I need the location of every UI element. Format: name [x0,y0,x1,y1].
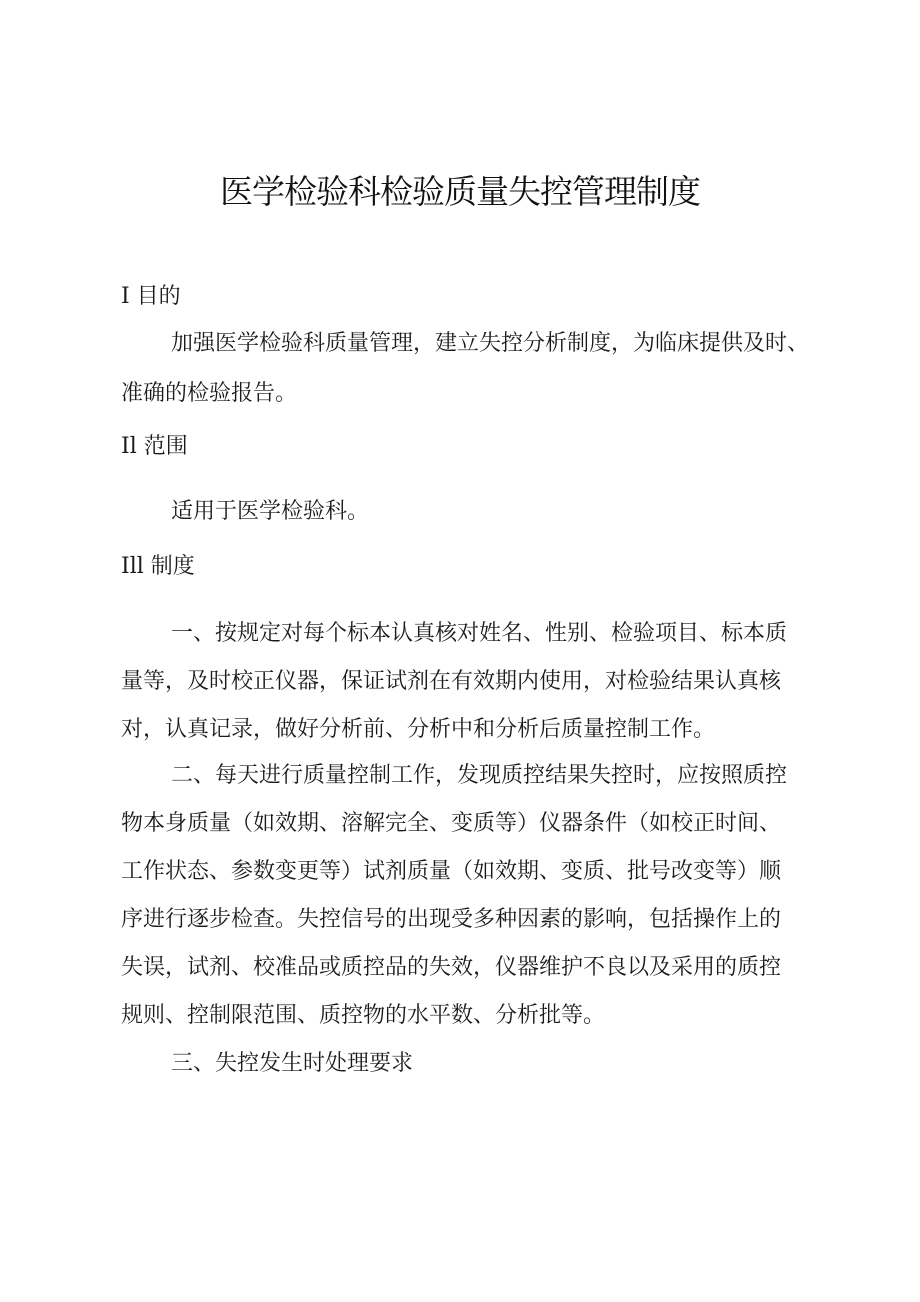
paragraph-line: 对，认真记录，做好分析前、分析中和分析后质量控制工作。 [121,717,716,742]
paragraph-line: 适用于医学检验科。 [171,499,370,524]
paragraph-line: 二、每天进行质量控制工作，发现质控结果失控时，应按照质控 [171,763,788,788]
paragraph-line: 一、按规定对每个标本认真核对姓名、性别、检验项目、标本质 [171,621,788,646]
paragraph-line: 三、失控发生时处理要求 [171,1051,414,1076]
paragraph-line: 工作状态、参数变更等）试剂质量（如效期、变质、批号改变等）顺 [121,859,782,884]
paragraph-line: 量等，及时校正仪器，保证试剂在有效期内使用，对检验结果认真核 [121,669,782,694]
paragraph-line: 规则、控制限范围、质控物的水平数、分析批等。 [121,1003,606,1028]
paragraph-line: 加强医学检验科质量管理，建立失控分析制度，为临床提供及时、 [171,331,810,356]
section-heading-policy: Ill 制度 [121,554,195,579]
paragraph-line: 物本身质量（如效期、溶解完全、变质等）仪器条件（如校正时间、 [121,811,782,836]
section-heading-purpose: I 目的 [121,284,181,309]
document-title: 医学检验科检验质量失控管理制度 [220,172,700,211]
paragraph-line: 序进行逐步检查。失控信号的出现受多种因素的影响，包括操作上的 [121,907,782,932]
section-heading-scope: Il 范围 [121,434,188,459]
paragraph-line: 准确的检验报告。 [121,381,298,406]
paragraph-line: 失误，试剂、校准品或质控品的失效，仪器维护不良以及采用的质控 [121,955,782,980]
